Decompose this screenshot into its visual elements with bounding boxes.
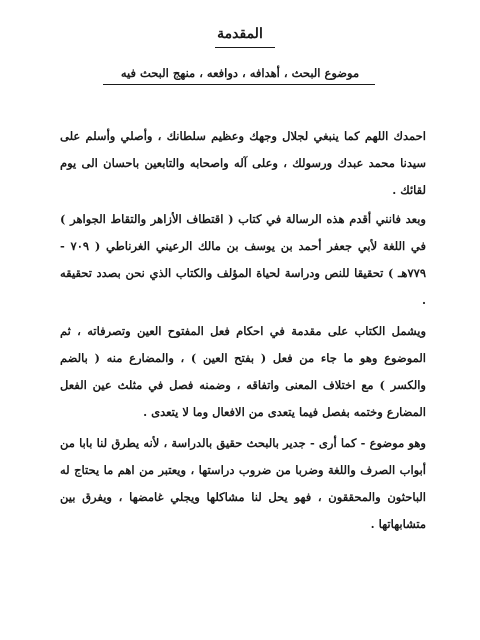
- paragraph-book-contents: ويشمل الكتاب على مقدمة في احكام فعل المفتوح العين وتصرفاته ، ثم الموضوع وهو ما جاء من فعل ( بفتح العين ) ، والمضارع منه ( بالضم والكسر ) مع اختلاف المعنى واتفاقه ، وضمنه فصل في مثلث عين الفعل المضارع وختمه بفصل فيما يتعدى من الافعال وما لا يتعدى .: [60, 324, 426, 419]
- paragraph-thesis-subject: وبعد فانني أقدم هذه الرسالة في كتاب ( اقتطاف الأزاهر والتقاط الجواهر ) في اللغة لأبي جعفر أحمد بن يوسف بن مالك الرعيني الغرناطي ( ٧٠٩ - ٧٧٩هـ ) تحقيقا للنص ودراسة لحياة المؤلف والكتاب الذي نحن بصدد تحقيقه .: [60, 212, 427, 307]
- paragraph-opening-praise: احمدك اللهم كما ينبغي لجلال وجهك وعظيم سلطانك ، وأصلي وأسلم على سيدنا محمد عبدك ورسولك ، وعلى آله واصحابه والتابعين باحسان الى يوم لقائك .: [60, 129, 426, 197]
- section-subtitle: موضوع البحث ، أهدافه ، دوافعه ، منهج البحث فيه: [120, 66, 360, 80]
- subtitle-underline: [103, 84, 375, 85]
- title-underline: [215, 47, 275, 48]
- paragraph-topic-importance: وهو موضوع - كما أرى - جدير بالبحث حقيق بالدراسة ، لأنه يطرق لنا بابا من أبواب الصرف واللغة وضربا من ضروب دراستها ، ويعتبر من اهم ما يحتاج له الباحثون والمحققون ، فهو يحل لنا مشاكلها ويجلي غامضها ، ويفرق بين متشابهاتها .: [60, 436, 426, 531]
- page-title: المقدمة: [217, 26, 263, 42]
